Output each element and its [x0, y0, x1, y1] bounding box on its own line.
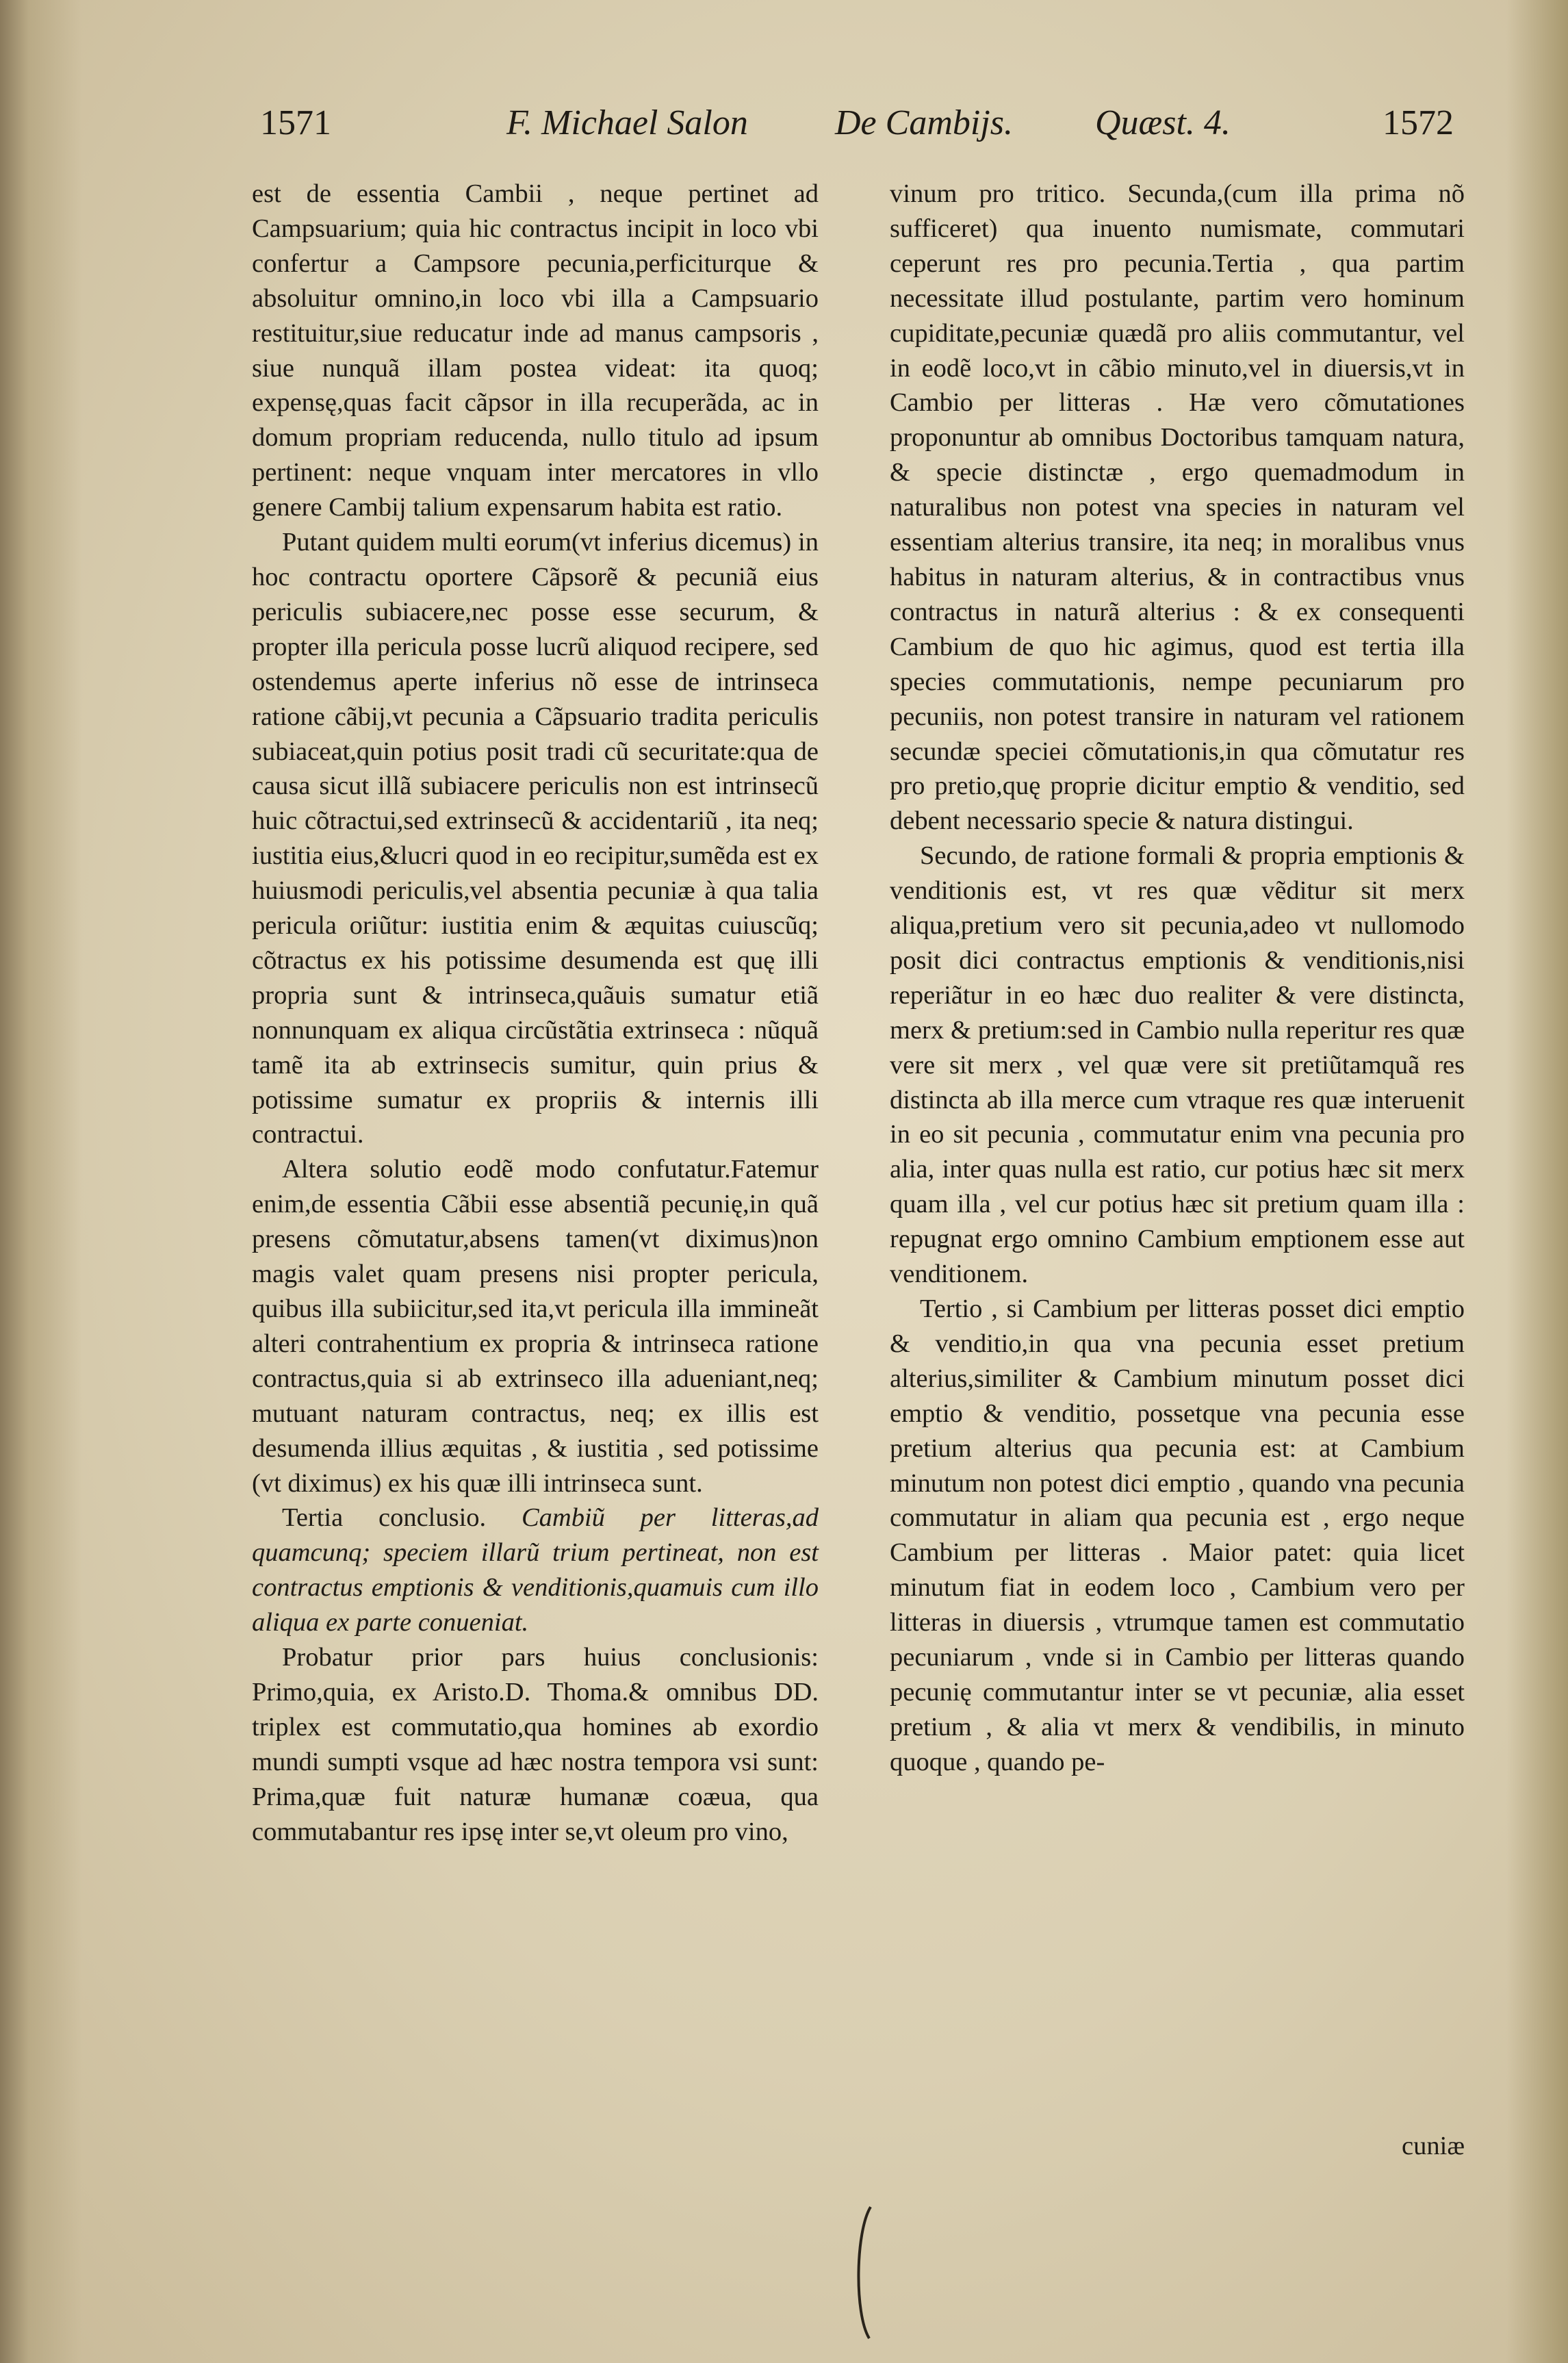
right-paragraph-2: Secundo, de ratione formali & propria emptionis & venditionis est, vt res quæ vẽditur sit merx aliqua,pretium vero sit pecunia,adeo vt nullomodo posit dici contractus emptionis & venditionis,nisi reperiãtur in eo hæc duo realiter & vere distincta, merx & pretium:sed in Cambio nulla reperitur res quæ vere sit merx , vel quæ vere sit pretiũtamquã res distincta ab illa merce cum vtraque res quæ interuenit in eo sit pecunia , commutatur enim vna pecunia pro alia, inter quas nulla est ratio, cur potius hæc sit merx quam illa , vel cur potius hæc sit pretium quam illa : repugnat ergo omnino Cambium emptionem esse aut venditionem. [890, 841, 1465, 1289]
conclusion-text: Cambiũ per litteras,ad quamcunq; speciem illarũ trium pertineat, non est contractus emptionis & venditionis,quamuis cum illo aliqua ex parte conueniat. [252, 1503, 819, 1637]
conclusion-lead: Tertia conclusio. [282, 1503, 487, 1533]
left-paragraph-1: est de essentia Cambii , neque pertinet ad Campsuarium; quia hic contractus incipit in loco vbi confertur a Campsore pecunia,perficiturque & absoluitur omnino,in loco vbi illa a Campsuario restituitur,siue reducatur inde ad manus campsoris , siue nunquã illam postea videat: ita quoq; expensę,quas facit cãpsor in illa recuperãda, ac in domum propriam reducenda, nullo titulo ad ipsum pertinent: neque vnquam inter mercatores in vllo genere Cambij talium expensarum habita est ratio. [252, 179, 819, 522]
right-column [890, 177, 1465, 1780]
bracket-mark [849, 2204, 876, 2341]
catchword: cuniæ [1402, 2132, 1465, 2160]
left-paragraph-2: Putant quidem multi eorum(vt inferius dicemus) in hoc contractu oportere Cãpsorẽ & pecuniã eius periculis subiacere,nec posse esse securum, & propter illa pericula posse lucrũ aliquod recipere, sed ostendemus aperte inferius nõ esse de intrinseca ratione cãbij,vt pecunia a Cãpsuario tradita periculis subiaceat,quin potius posit tradi cũ securitate:qua de causa sicut illã subiacere periculis non est intrinsecũ huic cõtractui,sed extrinsecũ & accidentariũ , ita neq; iustitia eius,&lucri quod in eo recipitur,sumẽda est ex huiusmodi periculis,vel absentia pecuniæ à qua talia pericula oriũtur: iustitia enim & æquitas cuiuscũq; cõtractus ex his potissime desumenda est quę illi propria sunt & intrinseca,quãuis sumatur etiã nonnunquam ex aliqua circũstãtia extrinseca : nũquã tamẽ ita ab extrinsecis sumitur, quin prius & potissime sumatur ex propriis & internis illi contractui. [252, 528, 819, 1149]
header-title: De Cambijs. [835, 103, 1013, 142]
left-paragraph-3: Altera solutio eodẽ modo confutatur.Fatemur enim,de essentia Cãbii esse absentiã pecunię,in quã presens cõmutatur,absens tamen(vt diximus)non magis valet quam presens nisi propter pericula, quibus illa subiicitur,sed ita,vt pericula illa immineãt alteri contrahentium ex propria & intrinseca ratione contractus,quia si ab extrinseco illa adueniant,neq; mutuant naturam contractus, neq; ex illis est desumenda illius æquitas , & iustitia , sed potissime (vt diximus) ex his quæ illi intrinseca sunt. [252, 1155, 819, 1498]
header-author: F. Michael Salon [506, 103, 748, 142]
page-edge-shadow [1506, 0, 1568, 2363]
left-column [252, 177, 819, 1850]
left-paragraph-4 [252, 1500, 819, 1640]
right-paragraph-3: Tertio , si Cambium per litteras posset dici emptio & venditio,in qua vna pecunia esset pretium alterius,similiter & Cambium minutum posset dici emptio & venditio, possetque vna pecunia esse pretium alterius qua pecunia est: at Cambium minutum non potest dici emptio , quando vna pecunia commutatur in aliam qua pecunia est , ergo neque Cambium per litteras . Maior patet: quia licet minutum fiat in eodem loco , Cambium vero per litteras in diuersis , vtrumque tamen est commutatio pecuniarum , vnde si in Cambio per litteras quando pecunię commutantur inter se vt pecuniæ, alia esset pretium , & alia vt merx & vendibilis, in minuto quoque , quando pe- [890, 1294, 1465, 1776]
header-question: Quæst. 4. [1095, 103, 1231, 142]
running-header [260, 103, 1513, 164]
page-gutter-shadow [0, 0, 82, 2363]
page-number-left: 1571 [260, 103, 331, 142]
right-paragraph-1: vinum pro tritico. Secunda,(cum illa prima nõ sufficeret) qua inuento numismate, commutari ceperunt res pro pecunia.Tertia , qua partim necessitate illud postulante, partim vero hominum cupiditate,pecuniæ quædã pro aliis commutantur, vel in eodẽ loco,vt in cãbio minuto,vel in diuersis,vt in Cambio per litteras . Hæ vero cõmutationes proponuntur ab omnibus Doctoribus tamquam natura, & specie distinctæ , ergo quemadmodum in naturalibus non potest vna species in naturam vel essentiam alterius transire, ita neq; in moralibus vnus habitus in naturam alterius, & in contractibus vnus contractus in naturã alterius : & ex consequenti Cambium de quo hic agimus, quod est tertia illa species commutationis, nempe pecuniarum pro pecuniis, non potest transire in naturam vel rationem secundæ speciei cõmutationis,in qua cõmutatur res pro pretio,quę proprie dicitur emptio & venditio, sed debent necessario specie & natura distingui. [890, 179, 1465, 836]
left-paragraph-5: Probatur prior pars huius conclusionis: Primo,quia, ex Aristo.D. Thoma.& omnibus DD. triplex est commutatio,qua homines ab exordio mundi sumpti vsque ad hæc nostra tempora vsi sunt: Prima,quæ fuit naturæ humanæ coæua, qua commutabantur res ipsę inter se,vt oleum pro vino, [252, 1643, 819, 1846]
page-number-right: 1572 [1383, 103, 1454, 142]
